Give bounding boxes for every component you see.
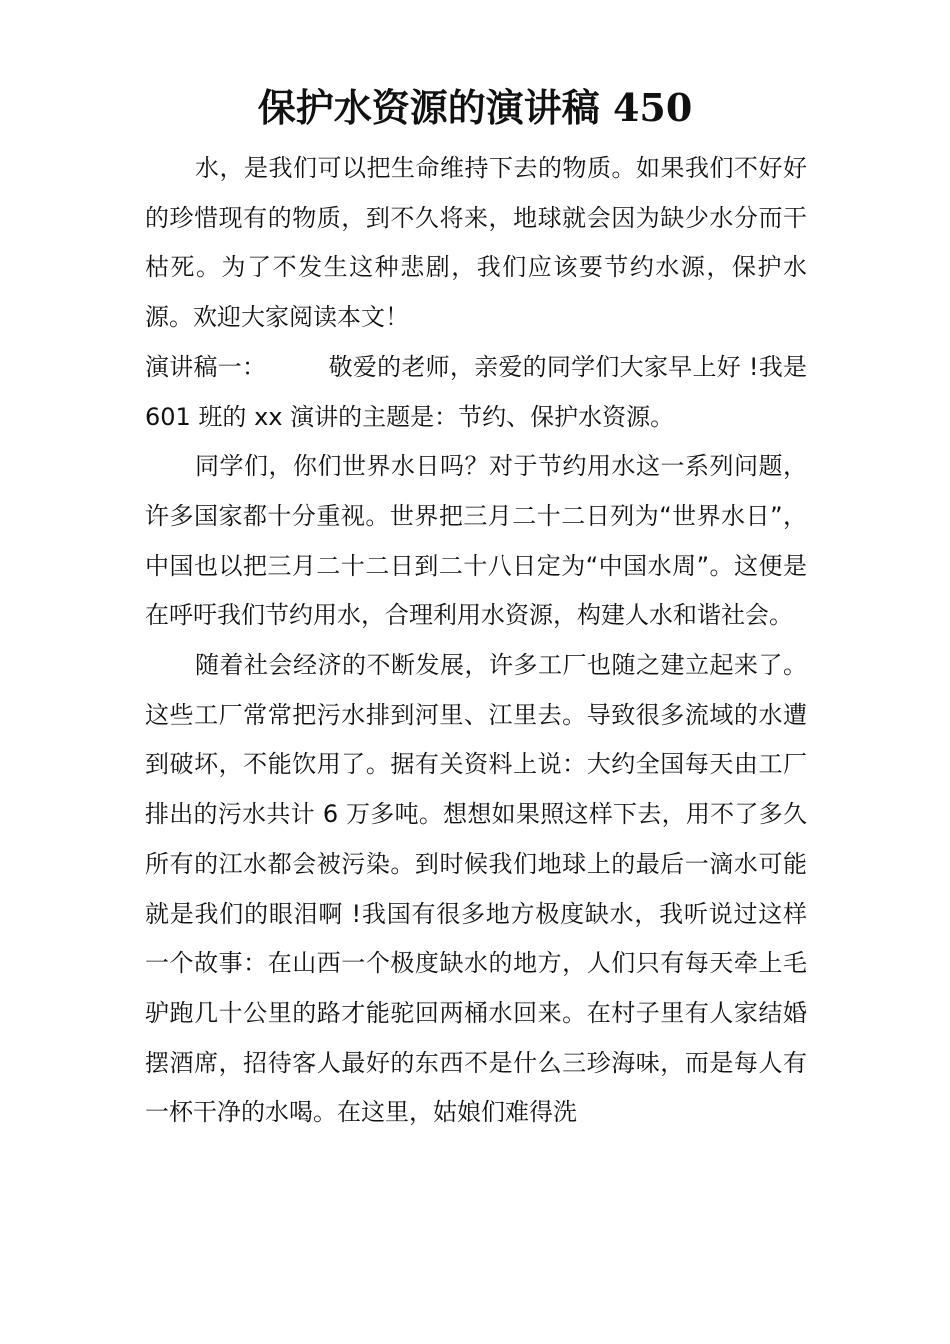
- speech-opening-paragraph: [145, 343, 807, 442]
- document-body: [145, 144, 807, 1138]
- world-water-day-paragraph: 同学们，你们世界水日吗？对于节约用水这一系列问题，许多国家都十分重视。世界把三月二十二日列为“世界水日”，中国也以把三月二十二日到二十八日定为“中国水周”。这便是在呼吁我们节约用水，合理利用水资源，构建人水和谐社会。: [145, 452, 807, 630]
- speech-opening-text: 敬爱的老师，亲爱的同学们大家早上好 !我是 601 班的 xx 演讲的主题是：节约、保护水资源。: [145, 352, 808, 431]
- document-title: 保护水资源的演讲稿 450: [257, 85, 693, 130]
- intro-paragraph: 水，是我们可以把生命维持下去的物质。如果我们不好好的珍惜现有的物质，到不久将来，地球就会因为缺少水分而干枯死。为了不发生这种悲剧，我们应该要节约水源，保护水源。欢迎大家阅读本文！: [145, 154, 807, 332]
- speech-label: 演讲稿一：: [145, 352, 267, 381]
- pollution-paragraph: 随着社会经济的不断发展，许多工厂也随之建立起来了。这些工厂常常把污水排到河里、江里去。导致很多流域的水遭到破坏，不能饮用了。据有关资料上说：大约全国每天由工厂排出的污水共计 6 万多吨。想想如果照这样下去，用不了多久所有的江水都会被污染。到时候我们地球上的最后一滴水可能就是我们的眼泪啊 !我国有很多地方极度缺水，我听说过这样一个故事：在山西一个极度缺水的地方，人们只有每天牵上毛驴跑几十公里的路才能驼回两桶水回来。在村子里有人家结婚摆酒席，招待客人最好的东西不是什么三珍海味，而是每人有一杯干净的水喝。在这里，姑娘们难得洗: [145, 651, 807, 1127]
